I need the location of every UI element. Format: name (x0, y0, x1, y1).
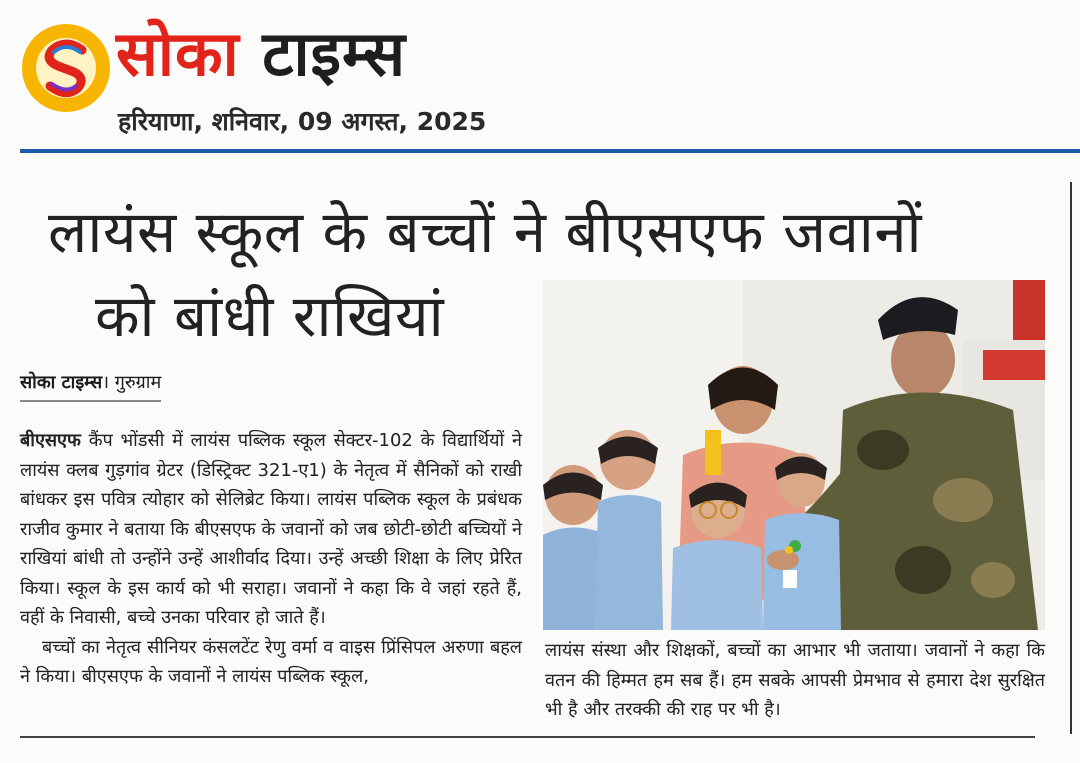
paragraph-2: बच्चों का नेतृत्व सीनियर कंसलटेंट रेणु वर्मा व वाइस प्रिंसिपल अरुणा बहल ने किया। बीएसएफ के जवानों ने लायंस पब्लिक स्कूल, (20, 636, 522, 687)
byline-separator: । (102, 372, 110, 393)
dateline: हरियाणा, शनिवार, 09 अगस्त, 2025 (118, 107, 487, 136)
paragraph-3: लायंस संस्था और शिक्षकों, बच्चों का आभार भी जताया। जवानों ने कहा कि वतन की हिम्मत हम सब हैं। हम सबके आपसी प्रेमभाव से हमारा देश सुरक्षित भी है और तरक्की की राह पर भी है। (545, 640, 1045, 720)
byline-source: सोका टाइम्स (20, 372, 103, 393)
article-photo (543, 280, 1045, 630)
article-body-right (545, 636, 1045, 725)
headline-line1: लायंस स्कूल के बच्चों ने बीएसएफ जवानों (48, 198, 923, 266)
masthead-rule (20, 149, 1080, 153)
headline-line2: को बांधी राखियां (95, 282, 445, 350)
paragraph-1 (20, 426, 522, 633)
article-body-left (20, 426, 522, 692)
soka-logo-icon (20, 22, 112, 114)
byline-place: गुरुग्राम (114, 372, 162, 393)
brand-part1: सोका (116, 17, 240, 90)
brand-part2: टाइम्स (262, 17, 407, 90)
paragraph-1-text: कैंप भोंडसी में लायंस पब्लिक स्कूल सेक्टर-102 के विद्यार्थियों ने लायंस क्लब गुड़गांव ग्रेटर (डिस्ट्रिक्ट 321-ए1) के नेतृत्व में सैनिकों को राखी बांधकर इस पवित्र त्योहार को सेलिब्रेट किया। लायंस पब्लिक स्कूल के प्रबंधक राजीव कुमार ने बताया कि बीएसएफ के जवानों को जब छोटी-छोटी बच्चियों ने राखियां बांधी तो उन्होंने उन्हें आशीर्वाद दिया। उन्हें अच्छी शिक्षा के लिए प्रेरित किया। स्कूल के इस कार्य को भी सराहा। जवानों ने कहा कि वे जहां रहते हैं, वहीं के निवासी, बच्चे उनका परिवार हो जाते हैं। (20, 430, 522, 628)
adjacent-column-divider (1070, 182, 1072, 734)
lead-word: बीएसएफ (20, 430, 81, 451)
masthead-brand (116, 4, 406, 104)
byline (20, 370, 161, 402)
article-bottom-rule (20, 736, 1035, 738)
